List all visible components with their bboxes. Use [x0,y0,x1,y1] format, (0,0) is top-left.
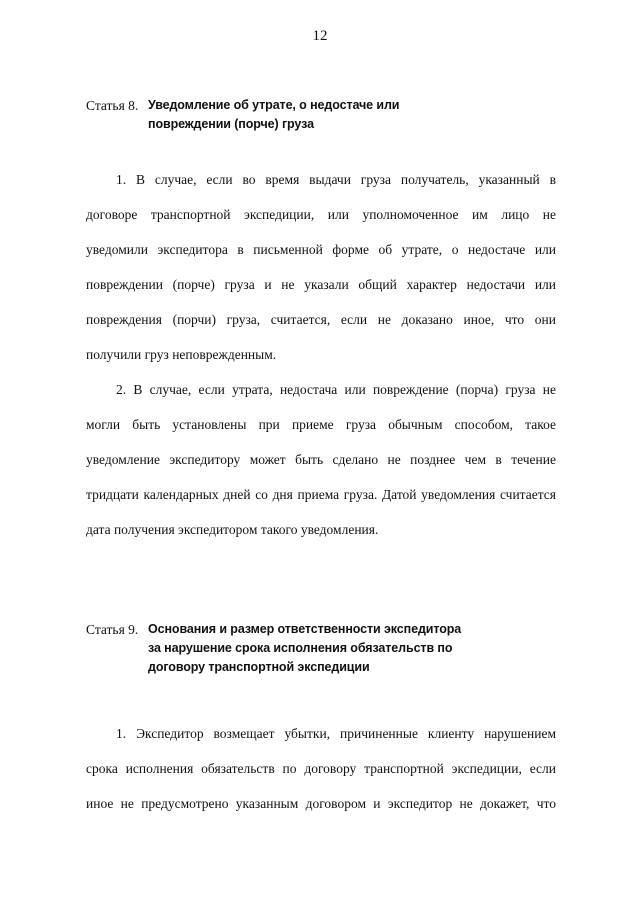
paragraph-line: уведомили экспедитора в письменной форме об утрате, о недостаче или [86,242,556,257]
paragraph-line: дата получения экспедитором такого уведомления. [86,522,379,537]
paragraph-line: 2. В случае, если утрата, недостача или повреждение (порча) груза не [116,382,556,397]
article-8-label: Статья 8. [86,98,139,113]
article-9-title-line: договору транспортной экспедиции [148,660,370,674]
article-8-title-line: Уведомление об утрате, о недостаче или [148,98,400,112]
paragraph-line: повреждении (порче) груза и не указали общий характер недостачи или [86,277,556,292]
article-8-paragraph-2 [86,372,556,547]
article-9-title [148,620,461,677]
paragraph-line: иное не предусмотрено указанным договором и экспедитор не докажет, что [86,796,556,811]
paragraph-line: договоре транспортной экспедиции, или уполномоченное им лицо не [86,207,556,222]
paragraph-line: 1. Экспедитор возмещает убытки, причиненные клиенту нарушением [116,726,556,741]
article-9-heading [86,620,461,677]
paragraph-line: могли быть установлены при приеме груза обычным способом, такое [86,417,556,432]
paragraph-line: 1. В случае, если во время выдачи груза получатель, указанный в [116,172,556,187]
article-8-title [148,96,399,134]
article-8-heading [86,96,399,134]
article-9-title-line: за нарушение срока исполнения обязательств по [148,641,453,655]
article-8-paragraph-1 [86,162,556,372]
article-9-paragraph-1 [86,716,556,821]
paragraph-line: повреждения (порчи) груза, считается, если не доказано иное, что они [86,312,556,327]
article-9-title-line: Основания и размер ответственности экспедитора [148,622,462,636]
paragraph-line: получили груз неповрежденным. [86,347,277,362]
paragraph-line: тридцати календарных дней со дня приема груза. Датой уведомления считается [86,487,556,502]
article-8-title-line: повреждении (порче) груза [148,117,314,131]
paragraph-line: уведомление экспедитору может быть сделано не позднее чем в течение [86,452,556,467]
article-9-label: Статья 9. [86,622,139,637]
paragraph-line: срока исполнения обязательств по договору транспортной экспедиции, если [86,761,556,776]
page-number: 12 [312,28,328,44]
